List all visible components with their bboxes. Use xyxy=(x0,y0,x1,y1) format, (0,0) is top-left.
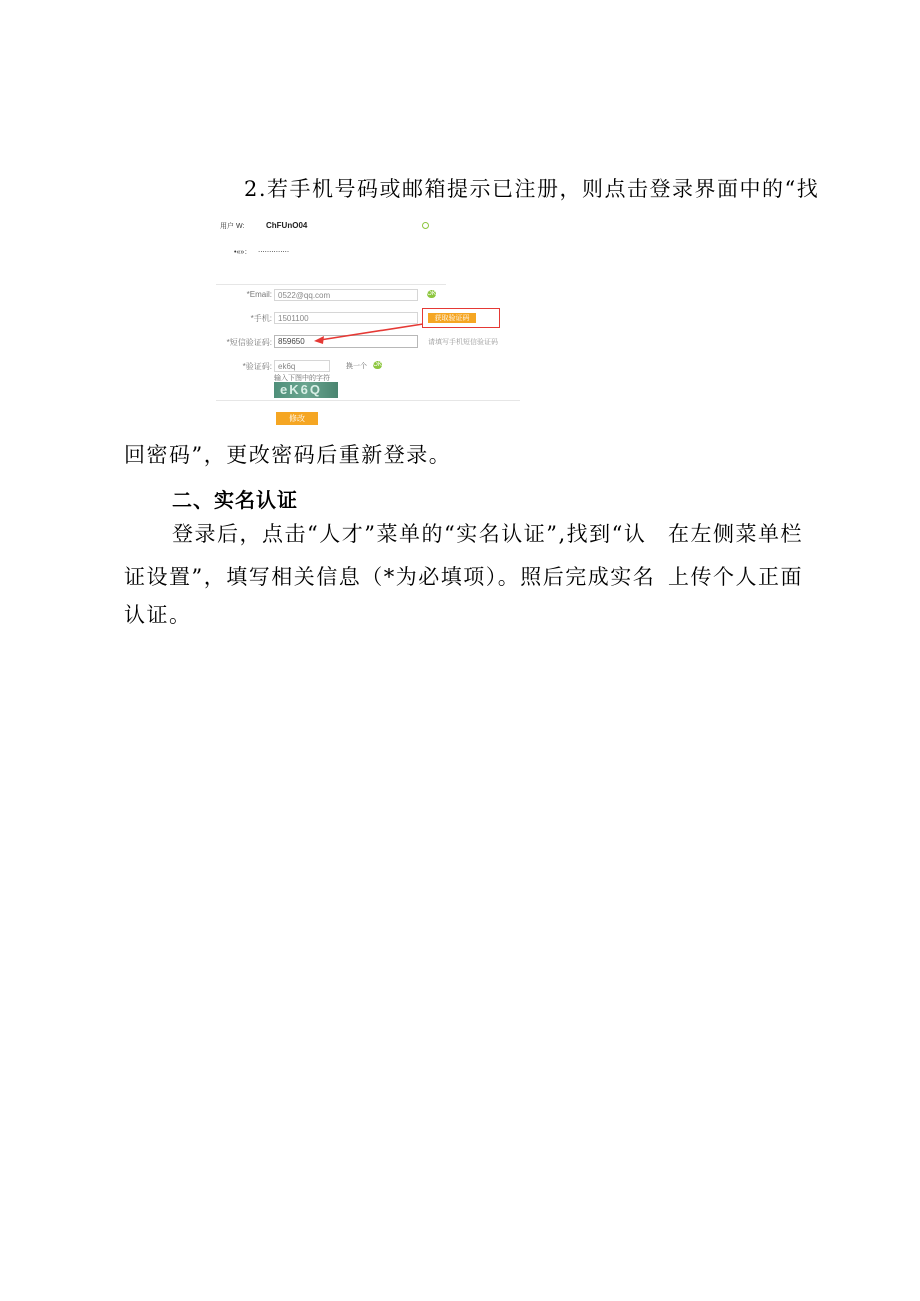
sms-hint: 请填写手机短信验证码 xyxy=(428,339,498,346)
paragraph-line: 在左侧菜单栏 xyxy=(668,522,803,546)
captcha-image: eK6Q xyxy=(274,382,338,398)
section-heading: 二、实名认证 xyxy=(172,488,298,512)
paragraph-line: 登录后，点击“人才”菜单的“实名认证”,找到“认 xyxy=(172,522,647,546)
paragraph-line: 2.若手机号码或邮箱提示已注册，则点击登录界面中的“找 xyxy=(244,177,820,201)
paragraph-line: 认证。 xyxy=(124,603,192,627)
embedded-screenshot xyxy=(216,212,520,430)
submit-button[interactable]: 修改 xyxy=(276,412,318,425)
verify-label: *验证码: xyxy=(242,362,272,371)
get-code-button[interactable]: 获取验证码 xyxy=(428,313,476,323)
phone-field[interactable]: 1501100 xyxy=(274,312,418,324)
sms-code-field[interactable]: 859650 xyxy=(274,335,418,348)
captcha-hint: 输入下图中的字符 xyxy=(274,375,330,382)
paragraph-line: 上传个人正面 xyxy=(668,565,803,589)
email-field[interactable]: 0522@qq.com xyxy=(274,289,418,301)
password-value: .............. xyxy=(258,245,290,254)
paragraph-line: 证设置”，填写相关信息（*为必填项）。照后完成实名 xyxy=(124,565,656,589)
phone-label: *手机: xyxy=(250,314,272,323)
paragraph-line: 回密码”，更改密码后重新登录。 xyxy=(124,443,452,467)
sms-label: *短信验证码: xyxy=(226,338,272,347)
divider xyxy=(216,400,520,401)
password-label: •«»： xyxy=(234,249,252,256)
red-arrow-icon xyxy=(216,212,520,430)
refresh-captcha-link[interactable]: 换一个 xyxy=(346,363,367,370)
email-label: *Email: xyxy=(246,290,272,299)
ok-check-icon: OK xyxy=(373,362,382,368)
verify-code-field[interactable]: ek6q xyxy=(274,360,330,372)
username-value: ChFUnO04 xyxy=(266,221,308,230)
username-label: 用户 W: xyxy=(220,223,245,230)
ok-check-icon: OK xyxy=(427,291,436,297)
